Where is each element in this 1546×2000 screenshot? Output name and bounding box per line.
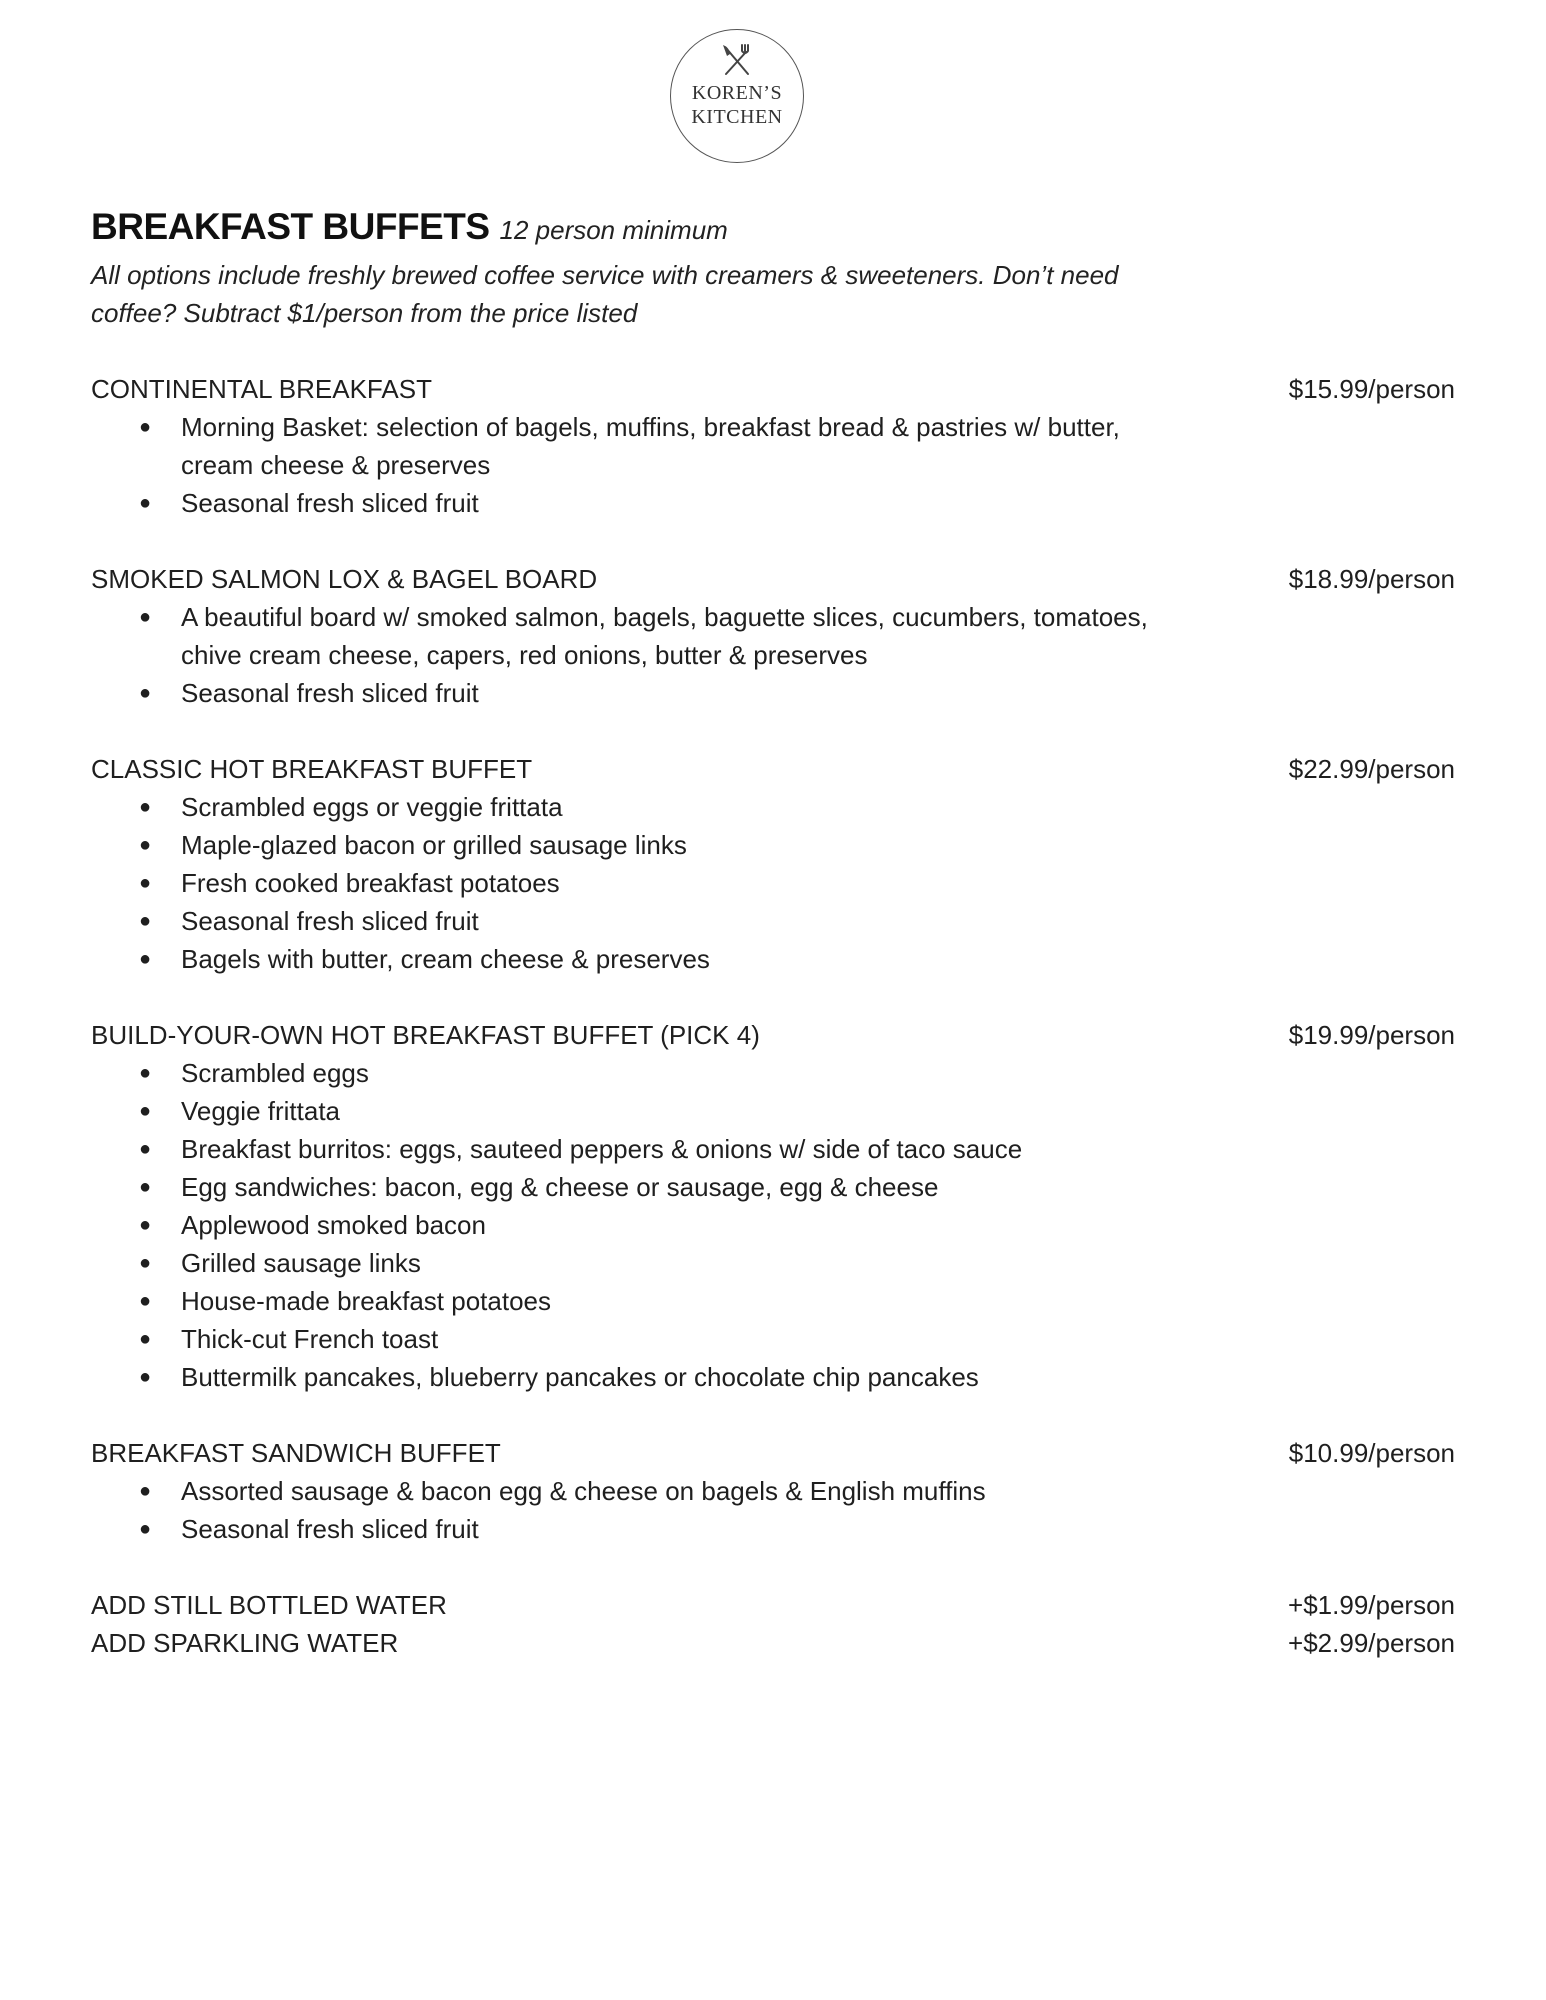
item-text: House-made breakfast potatoes [181, 1286, 551, 1316]
item-text: Buttermilk pancakes, blueberry pancakes or chocolate chip pancakes [181, 1362, 979, 1392]
bullet-icon: ● [139, 1214, 152, 1236]
menu-sections [91, 370, 1455, 1548]
list-item [91, 1244, 1181, 1282]
logo-text: KOREN’S KITCHEN [691, 82, 783, 128]
item-text: Assorted sausage & bacon egg & cheese on bagels & English muffins [181, 1476, 986, 1506]
list-item [91, 598, 1181, 674]
bullet-icon: ● [139, 1176, 152, 1198]
section-price: $22.99/person [1288, 754, 1455, 784]
item-text: Egg sandwiches: bacon, egg & cheese or sausage, egg & cheese [181, 1172, 939, 1202]
list-item [91, 1168, 1181, 1206]
list-item [91, 864, 1181, 902]
section-price: $15.99/person [1288, 374, 1455, 404]
item-text: A beautiful board w/ smoked salmon, bagels, baguette slices, cucumbers, tomatoes, chive cream cheese, capers, red onions, butter & preserves [181, 602, 1148, 670]
addon-price: +$1.99/person [1288, 1590, 1455, 1620]
bullet-icon: ● [139, 796, 152, 818]
item-list [91, 408, 1455, 522]
item-text: Grilled sausage links [181, 1248, 421, 1278]
page-title: BREAKFAST BUFFETS [91, 206, 490, 247]
item-text: Seasonal fresh sliced fruit [181, 488, 479, 518]
bullet-icon: ● [139, 1328, 152, 1350]
bullet-icon: ● [139, 416, 152, 438]
menu-section [91, 370, 1455, 522]
list-item [91, 902, 1181, 940]
list-item [91, 484, 1181, 522]
list-item [91, 1092, 1181, 1130]
section-name: BREAKFAST SANDWICH BUFFET [91, 1438, 501, 1468]
bullet-icon: ● [139, 1290, 152, 1312]
item-text: Applewood smoked bacon [181, 1210, 486, 1240]
menu-section [91, 750, 1455, 978]
list-item [91, 788, 1181, 826]
list-item [91, 1130, 1181, 1168]
bullet-icon: ● [139, 834, 152, 856]
section-name: SMOKED SALMON LOX & BAGEL BOARD [91, 564, 598, 594]
title-line [91, 206, 1455, 254]
item-list [91, 1472, 1455, 1548]
menu-section [91, 560, 1455, 712]
bullet-icon: ● [139, 1480, 152, 1502]
item-text: Scrambled eggs [181, 1058, 369, 1088]
bullet-icon: ● [139, 1062, 152, 1084]
item-text: Morning Basket: selection of bagels, muffins, breakfast bread & pastries w/ butter, cream cheese & preserves [181, 412, 1120, 480]
minimum-note: 12 person minimum [499, 215, 728, 245]
item-list [91, 598, 1455, 712]
item-text: Veggie frittata [181, 1096, 340, 1126]
list-item [91, 1320, 1181, 1358]
logo [670, 29, 804, 163]
bullet-icon: ● [139, 1366, 152, 1388]
bullet-icon: ● [139, 1518, 152, 1540]
bullet-icon: ● [139, 872, 152, 894]
addon-row [91, 1586, 1455, 1624]
bullet-icon: ● [139, 492, 152, 514]
item-text: Seasonal fresh sliced fruit [181, 678, 479, 708]
list-item [91, 1282, 1181, 1320]
bullet-icon: ● [139, 1100, 152, 1122]
list-item [91, 1358, 1181, 1396]
list-item [91, 1472, 1181, 1510]
bullet-icon: ● [139, 606, 152, 628]
bullet-icon: ● [139, 948, 152, 970]
section-header [91, 1016, 1455, 1054]
bullet-icon: ● [139, 1252, 152, 1274]
menu-section [91, 1016, 1455, 1396]
item-list [91, 1054, 1455, 1396]
section-header [91, 370, 1455, 408]
list-item [91, 1206, 1181, 1244]
section-header [91, 750, 1455, 788]
section-name: BUILD-YOUR-OWN HOT BREAKFAST BUFFET (PICK 4) [91, 1020, 760, 1050]
fork-knife-icon [720, 42, 754, 78]
menu-content [91, 206, 1455, 1662]
section-name: CLASSIC HOT BREAKFAST BUFFET [91, 754, 533, 784]
item-text: Bagels with butter, cream cheese & preserves [181, 944, 710, 974]
section-price: $19.99/person [1288, 1020, 1455, 1050]
addons [91, 1586, 1455, 1662]
section-price: $10.99/person [1288, 1438, 1455, 1468]
bullet-icon: ● [139, 910, 152, 932]
list-item [91, 1510, 1181, 1548]
addon-name: ADD STILL BOTTLED WATER [91, 1590, 447, 1620]
section-price: $18.99/person [1288, 564, 1455, 594]
intro-text: All options include freshly brewed coffee service with creamers & sweeteners. Don’t need coffee? Subtract $1/person from the price listed [91, 260, 1119, 328]
list-item [91, 940, 1181, 978]
item-text: Seasonal fresh sliced fruit [181, 1514, 479, 1544]
section-header [91, 560, 1455, 598]
item-text: Thick-cut French toast [181, 1324, 439, 1354]
bullet-icon: ● [139, 682, 152, 704]
section-name: CONTINENTAL BREAKFAST [91, 374, 432, 404]
addon-price: +$2.99/person [1288, 1628, 1455, 1658]
addon-name: ADD SPARKLING WATER [91, 1628, 399, 1658]
list-item [91, 674, 1181, 712]
addon-row [91, 1624, 1455, 1662]
menu-section [91, 1434, 1455, 1548]
item-text: Breakfast burritos: eggs, sauteed peppers & onions w/ side of taco sauce [181, 1134, 1023, 1164]
list-item [91, 1054, 1181, 1092]
item-text: Seasonal fresh sliced fruit [181, 906, 479, 936]
section-header [91, 1434, 1455, 1472]
item-text: Maple-glazed bacon or grilled sausage links [181, 830, 687, 860]
list-item [91, 826, 1181, 864]
item-text: Fresh cooked breakfast potatoes [181, 868, 560, 898]
item-text: Scrambled eggs or veggie frittata [181, 792, 563, 822]
bullet-icon: ● [139, 1138, 152, 1160]
list-item [91, 408, 1181, 484]
item-list [91, 788, 1455, 978]
